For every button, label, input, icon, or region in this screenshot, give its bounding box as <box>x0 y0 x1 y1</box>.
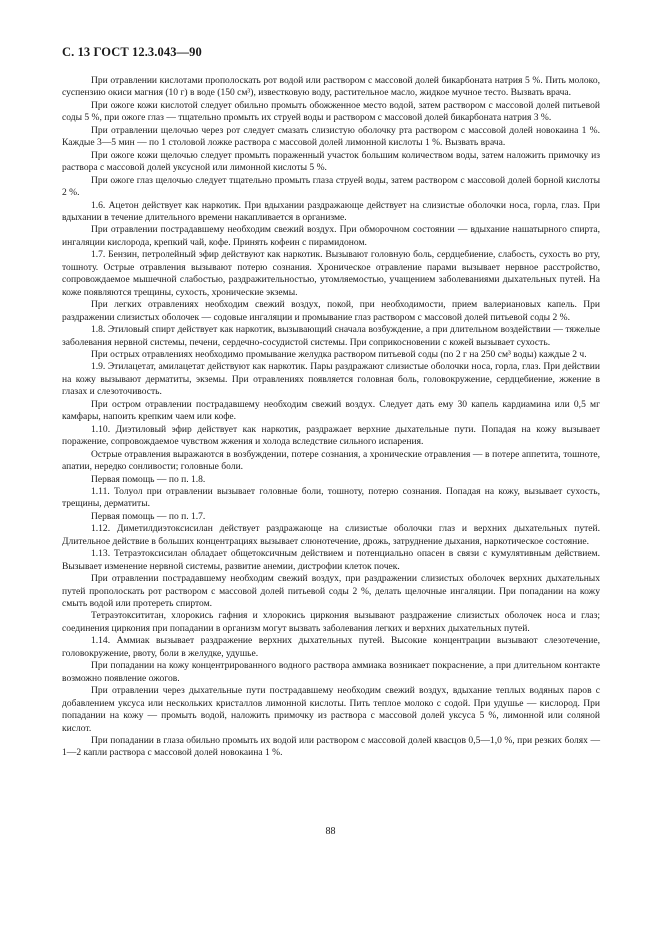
paragraph-21: При отравлении пострадавшему необходим свежий воздух, при раздражении слизистых оболочек верхних дыхательных путей прополоскать рот раствором с массовой долей питьевой соды 2 %, делать щелочные ингаляции. При попадании на кожу смыть водой или протереть спиртом. <box>62 573 600 610</box>
paragraph-18: Первая помощь — по п. 1.7. <box>91 510 206 522</box>
paragraph-11: При острых отравлениях необходимо промывание желудка раствором питьевой соды (по 2 г на 250 см³ воды) каждые 2 ч. <box>91 348 587 360</box>
paragraph-14: 1.10. Диэтиловый эфир действует как наркотик, раздражает верхние дыхательные пути. Попадая на кожу вызывает поражение, сопровождаемое чувством жжения и холода вследствие сильного испарения. <box>62 423 600 448</box>
paragraph-17: 1.11. Толуол при отравлении вызывает головные боли, тошноту, потерю сознания. Попадая на кожу, вызывает сухость, трещины, дерматиты. <box>62 485 600 510</box>
paragraph-16: Первая помощь — по п. 1.8. <box>91 473 206 485</box>
paragraph-13: При остром отравлении пострадавшему необходим свежий воздух. Следует дать ему 30 капель кардиамина или 0,5 мг камфары, напоить крепким чаем или кофе. <box>62 398 600 423</box>
paragraph-22: Тетраэтоксититан, хлорокись гафния и хлорокись циркония вызывают раздражение слизистых оболочек носа и глаз; соединения циркония при попадании в организм могут вызвать заболевания легких и верхних дыхательных путей. <box>62 610 600 634</box>
paragraph-6: 1.6. Ацетон действует как наркотик. При вдыхании раздражающе действует на слизистые оболочки носа, горла, глаз. При вдыхании в течение длительного времени накапливается в организме. <box>62 199 600 223</box>
page-header: С. 13 ГОСТ 12.3.043—90 <box>62 45 202 59</box>
paragraph-23: 1.14. Аммиак вызывает раздражение верхних дыхательных путей. Высокие концентрации вызывают слезотечение, головокружение, рвоту, боли в желудке, удушье. <box>62 635 600 659</box>
paragraph-20: 1.13. Тетраэтоксисилан обладает общетоксичным действием и потенциально опасен в связи с кумулятивным действием. Вызывает изменение нервной системы, развитие анемии, дистрофии клеток почек. <box>62 548 600 572</box>
paragraph-5: При ожоге глаз щелочью следует тщательно промыть глаза струей воды, затем раствором с массовой долей борной кислоты 2 %. <box>62 174 600 199</box>
paragraph-19: 1.12. Диметилдиэтоксисилан действует раздражающе на слизистые оболочки глаз и верхних дыхательных путей. Длительное действие в больших концентрациях вызывает слюнотечение, дрожь, затруднение дыхания, наркотическое состояние. <box>62 523 600 547</box>
paragraph-7: При отравлении пострадавшему необходим свежий воздух. При обморочном состоянии — вдыхание нашатырного спирта, ингаляции кислорода, крепкий чай, кофе. Принять кофеин с пирамидоном. <box>62 224 600 248</box>
paragraph-15: Острые отравления выражаются в возбуждении, потере сознания, а хронические отравления — в потере аппетита, тошноте, апатии, нередко сонливости; головные боли. <box>62 448 600 473</box>
paragraph-2: При ожоге кожи кислотой следует обильно промыть обожженное место водой, затем раствором с массовой долей питьевой соды 5 %, при ожоге глаз — тщательно промыть их струей воды и раствором с массовой долей бикарбоната натрия 3 %. <box>62 99 600 124</box>
document-body <box>62 75 600 760</box>
paragraph-26: При попадании в глаза обильно промыть их водой или раствором с массовой долей квасцов 0,5—1,0 %, при резких болях — 1—2 капли раствора с массовой долей новокаина 1 %. <box>62 735 600 759</box>
paragraph-4: При ожоге кожи щелочью следует промыть пораженный участок большим количеством воды, затем наложить примочку из раствора с массовой долей уксусной или лимонной кислоты 5 %. <box>62 149 600 174</box>
paragraph-3: При отравлении щелочью через рот следует смазать слизистую оболочку рта раствором с массовой долей новокаина 1 %. Каждые 3—5 мин — по 1 столовой ложке раствора с массовой долей лимонной кислоты 1 %. Вызвать врача. <box>62 124 600 149</box>
paragraph-12: 1.9. Этилацетат, амилацетат действуют как наркотик. Пары раздражают слизистые оболочки носа, горла, глаз. При действии на кожу вызывают дерматиты, экземы. При отравлениях появляется головная боль, головокружение, сердцебиение, жжение в глазах и слезоточивость. <box>62 361 600 398</box>
paragraph-25: При отравлении через дыхательные пути пострадавшему необходим свежий воздух, вдыхание теплых водяных паров с добавлением уксуса или нескольких кристаллов лимонной кислоты. Пить теплое молоко с содой. При удушье — кислород. При попадании на кожу — промыть водой, наложить примочку из раствора с массовой долей уксуса 5 %, лимонной или соляной кислот. <box>62 685 600 734</box>
paragraph-24: При попадании на кожу концентрированного водного раствора аммиака возникает покраснение, а при длительном контакте возможно появление ожогов. <box>62 660 600 684</box>
paragraph-8: 1.7. Бензин, петролейный эфир действуют как наркотик. Вызывают головную боль, сердцебиение, слабость, сухость во рту, тошноту. Острые отравления вызывают потерю сознания. Хроническое отравление парами вызывает нервное расстройство, сопровождаемое мышечной слабостью, раздражительностью, утомляемостью, учащением заболеваниями дыхательных путей. На коже появляются трещины, сухость, хронические экземы. <box>62 249 600 298</box>
paragraph-10: 1.8. Этиловый спирт действует как наркотик, вызывающий сначала возбуждение, а при длительном воздействии — тяжелые заболевания нервной системы, печени, сердечно-сосудистой системы. При соприкосновении с кожей вызывает сухость. <box>62 324 600 348</box>
paragraph-1: При отравлении кислотами прополоскать рот водой или раствором с массовой долей бикарбоната натрия 5 %. Пить молоко, суспензию окиси магния (10 г) в воде (150 см³), известковую воду, растительное масло, жидкое мучное тесто. Вызвать врача. <box>62 75 600 99</box>
paragraph-9: При легких отравлениях необходим свежий воздух, покой, при необходимости, прием валериановых капель. При раздражении слизистых оболочек — содовые ингаляции и промывание глаз раствором с массовой долей питьевой соды 2 %. <box>62 299 600 323</box>
page-number: 88 <box>325 826 336 837</box>
